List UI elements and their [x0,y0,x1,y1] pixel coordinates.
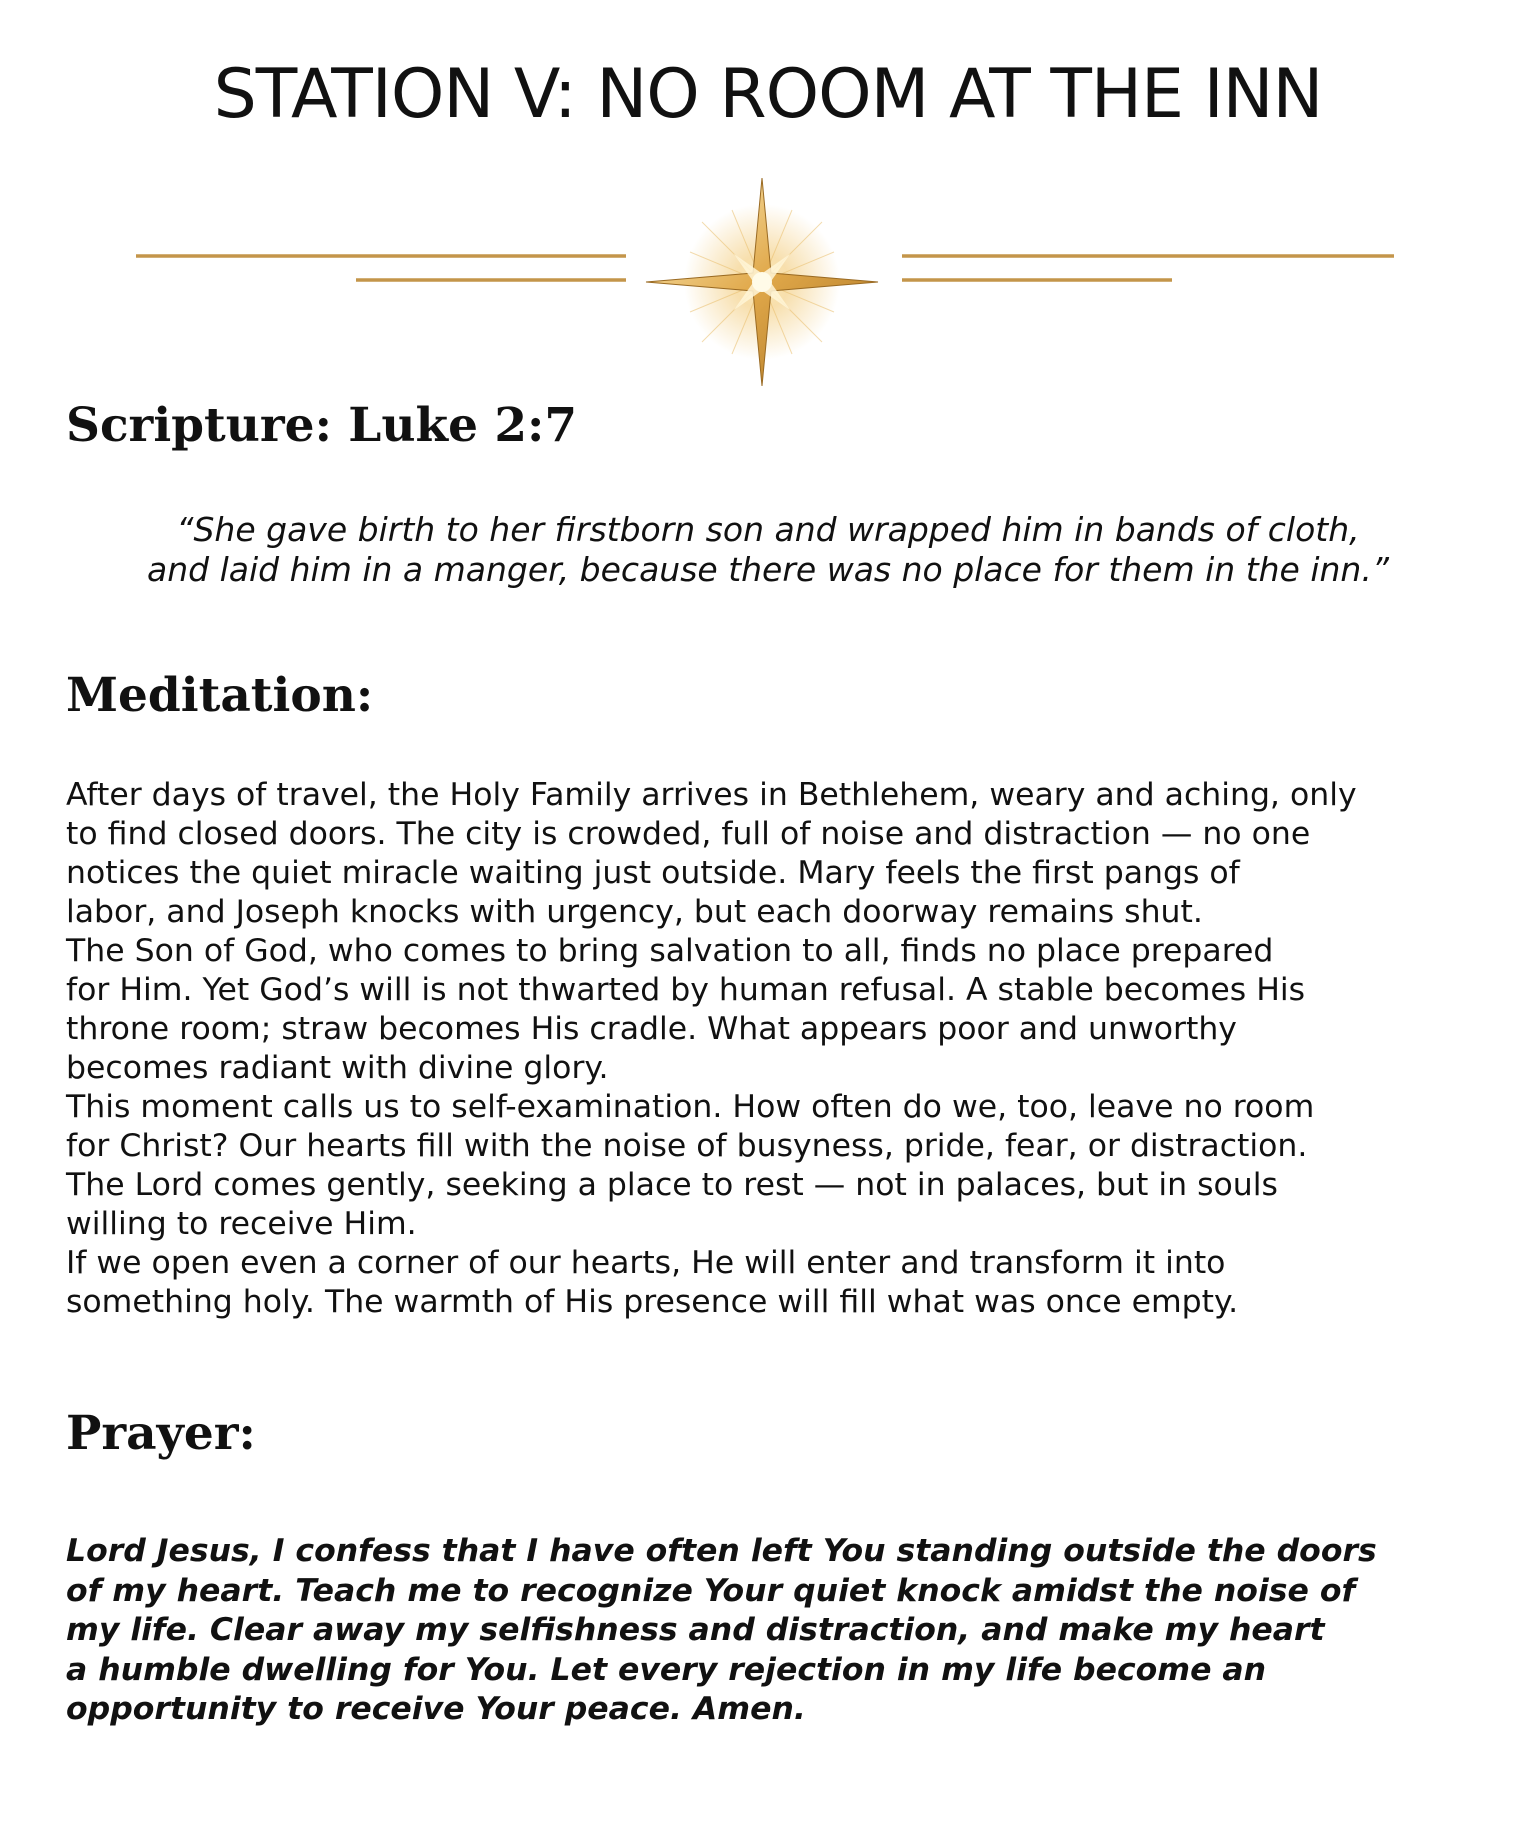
prayer-line: opportunity to receive Your peace. Amen. [66,1691,806,1727]
meditation-line: becomes radiant with divine glory. [66,1050,609,1086]
star-icon [646,178,878,386]
divider-lines-right [902,256,1394,280]
meditation-line: throne room; straw becomes His cradle. What appears poor and unworthy [66,1011,1237,1047]
prayer-line: a humble dwelling for You. Let every rejection in my life become an [66,1651,1267,1688]
divider-lines-left [136,256,626,280]
page-title: STATION V: NO ROOM AT THE INN [213,55,1323,134]
meditation-line: for Him. Yet God’s will is not thwarted by human refusal. A stable becomes His [66,972,1306,1008]
prayer-line: Lord Jesus, I confess that I have often left You standing outside the doors [66,1533,1377,1569]
meditation-text [66,776,1506,1322]
meditation-line: willing to receive Him. [66,1206,417,1242]
meditation-line: to find closed doors. The city is crowded, full of noise and distraction — no one [66,816,1311,852]
meditation-line: for Christ? Our hearts fill with the noise of busyness, pride, fear, or distraction. [66,1128,1308,1164]
meditation-line: This moment calls us to self-examination. How often do we, too, leave no room [66,1089,1315,1125]
prayer-heading: Prayer: [66,1406,256,1461]
meditation-line: If we open even a corner of our hearts, He will enter and transform it into [66,1245,1226,1281]
meditation-line: labor, and Joseph knocks with urgency, but each doorway remains shut. [66,894,1203,930]
meditation-line: notices the quiet miracle waiting just outside. Mary feels the first pangs of [66,855,1240,891]
meditation-line: The Lord comes gently, seeking a place to rest — not in palaces, but in souls [66,1167,1278,1203]
meditation-line: something holy. The warmth of His presence will fill what was once empty. [66,1284,1239,1320]
meditation-line: The Son of God, who comes to bring salvation to all, finds no place prepared [66,933,1274,969]
prayer-line: of my heart. Teach me to recognize Your quiet knock amidst the noise of [66,1572,1356,1609]
scripture-line: “She gave birth to her firstborn son and wrapped him in bands of cloth, [176,510,1360,549]
scripture-heading: Scripture: Luke 2:7 [66,398,578,453]
meditation-line: After days of travel, the Holy Family arrives in Bethlehem, weary and aching, only [66,777,1357,813]
prayer-text [66,1532,1506,1730]
scripture-line: and laid him in a manger, because there was no place for them in the inn.” [147,550,1389,589]
scripture-quote [60,510,1476,590]
ornament-divider [0,170,1536,410]
prayer-line: my life. Clear away my selfishness and distraction, and make my heart [66,1612,1325,1648]
meditation-heading: Meditation: [66,668,374,723]
